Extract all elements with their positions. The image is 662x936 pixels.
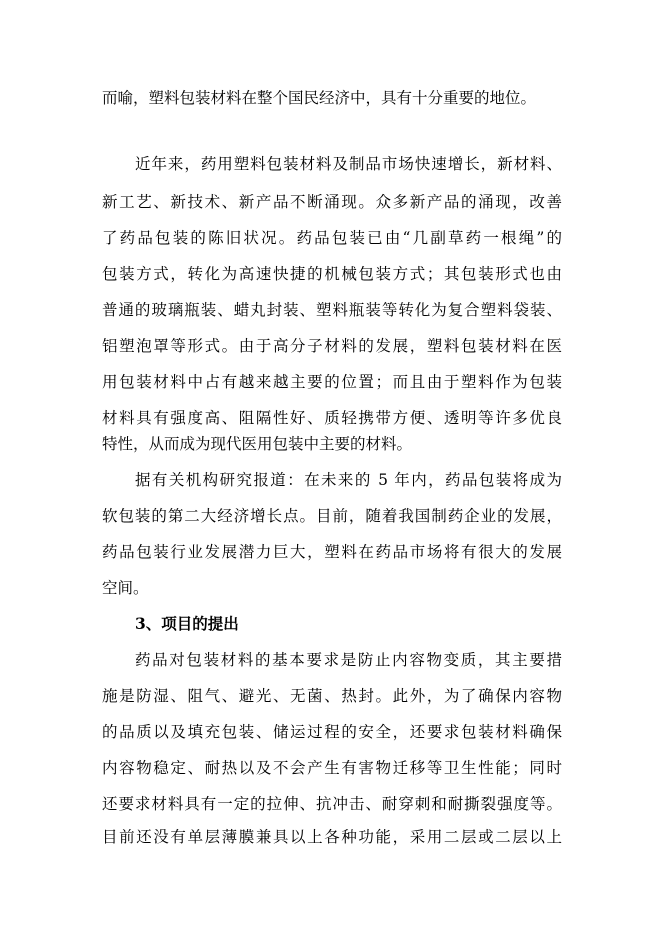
text-line-intro: 而喻，塑料包装材料在整个国民经济中，具有十分重要的地位。 [102, 89, 537, 107]
text-line-p1-4: 包装方式，转化为高速快捷的机械包装方式；其包装形式也由 [102, 265, 562, 283]
text-line-p3-3: 的品质以及填充包装、储运过程的安全，还要求包装材料确保 [102, 723, 562, 741]
text-line-p2-3: 药品包装行业发展潜力巨大，塑料在药品市场将有很大的发展 [102, 543, 562, 561]
text-line-p1-1: 近年来，药用塑料包装材料及制品市场快速增长，新材料、 [135, 155, 562, 173]
text-line-p1-6: 铝塑泡罩等形式。由于高分子材料的发展，塑料包装材料在医 [102, 337, 562, 355]
text-line-p2-4: 空间。 [102, 579, 149, 597]
text-line-p1-2: 新工艺、新技术、新产品不断涌现。众多新产品的涌现，改善 [102, 193, 562, 211]
text-line-p1-9: 特性，从而成为现代医用包装中主要的材料。 [102, 435, 413, 453]
text-line-p2-1: 据有关机构研究报道：在未来的 5 年内，药品包装将成为 [135, 471, 562, 489]
text-line-p3-4: 内容物稳定、耐热以及不会产生有害物迁移等卫生性能；同时 [102, 759, 562, 777]
text-line-p3-1: 药品对包装材料的基本要求是防止内容物变质，其主要措 [135, 651, 562, 669]
text-line-p3-5: 还要求材料具有一定的拉伸、抗冲击、耐穿刺和耐撕裂强度等。 [102, 795, 562, 813]
text-line-p3-2: 施是防湿、阻气、避光、无菌、热封。此外，为了确保内容物 [102, 687, 562, 705]
text-line-p1-3: 了药品包装的陈旧状况。药品包装已由“几副草药一根绳”的 [102, 229, 562, 247]
text-line-p2-2: 软包装的第二大经济增长点。目前，随着我国制药企业的发展， [102, 507, 562, 525]
section-heading: 3、项目的提出 [135, 614, 239, 633]
text-line-p1-8: 材料具有强度高、阻隔性好、质轻携带方便、透明等许多优良 [102, 409, 562, 427]
text-line-p1-5: 普通的玻璃瓶装、蜡丸封装、塑料瓶装等转化为复合塑料袋装、 [102, 301, 562, 319]
text-line-p1-7: 用包装材料中占有越来越主要的位置；而且由于塑料作为包装 [102, 373, 562, 391]
text-line-p3-6: 目前还没有单层薄膜兼具以上各种功能，采用二层或二层以上 [102, 828, 562, 846]
